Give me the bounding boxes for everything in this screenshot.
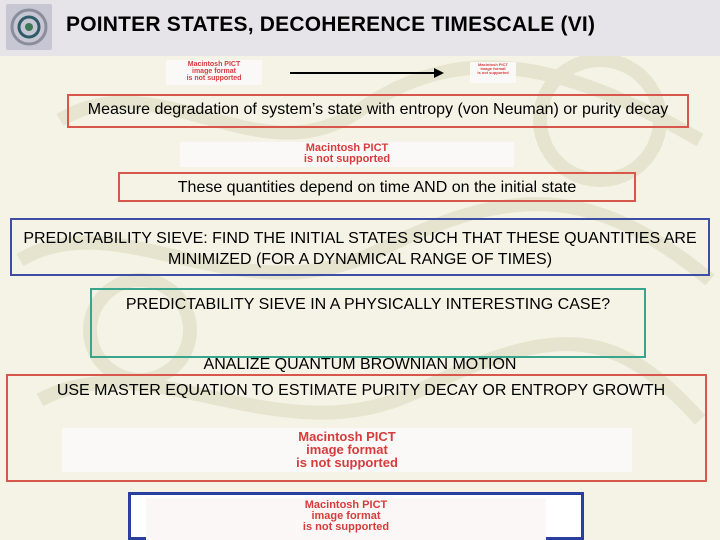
placeholder-line: Macintosh PICT (477, 62, 508, 67)
placeholder-line: image format (192, 68, 236, 75)
depend-text: These quantities depend on time AND on the initial state (177, 179, 577, 196)
image-placeholder-lower (62, 428, 632, 472)
placeholder-line: is not supported (296, 455, 398, 470)
placeholder-line: Macintosh PICT (304, 499, 388, 511)
arrow-right-icon (290, 72, 436, 74)
entropy-text: Measure degradation of system’s state with entropy (von Neuman) or purity decay (87, 101, 669, 118)
placeholder-line: image format (480, 66, 506, 71)
placeholder-line: is not supported (303, 153, 391, 165)
case-box (90, 288, 646, 358)
case-text: PREDICTABILITY SIEVE IN A PHYSICALLY INTERESTING CASE? (125, 296, 611, 313)
image-placeholder-top-right (470, 62, 516, 83)
depend-box (118, 172, 636, 202)
placeholder-line: image format (306, 442, 388, 457)
brownian-line-1: ANALIZE QUANTUM BROWNIAN MOTION (203, 356, 517, 373)
image-placeholder-bottom (146, 498, 546, 540)
placeholder-line: image format (311, 510, 381, 522)
page-title: POINTER STATES, DECOHERENCE TIMESCALE (VI) (66, 13, 596, 36)
sieve-text: PREDICTABILITY SIEVE: FIND THE INITIAL STATES SUCH THAT THESE QUANTITIES ARE MINIMIZED (FOR A DYNAMICAL RANGE OF TIMES) (23, 230, 697, 268)
spiral-logo-icon (6, 4, 52, 50)
placeholder-line: is not supported (186, 75, 242, 82)
entropy-box (67, 94, 689, 128)
sieve-box (10, 218, 710, 276)
placeholder-line: Macintosh PICT (298, 429, 396, 444)
arrow-head (434, 68, 444, 78)
placeholder-line: is not supported (477, 70, 509, 75)
image-placeholder-top-left (166, 60, 262, 85)
image-placeholder-middle (180, 142, 514, 167)
placeholder-line: Macintosh PICT (305, 142, 389, 154)
placeholder-line: Macintosh PICT (187, 61, 241, 68)
brownian-line-2: USE MASTER EQUATION TO ESTIMATE PURITY DECAY OR ENTROPY GROWTH (56, 382, 666, 399)
placeholder-line: is not supported (302, 521, 390, 533)
